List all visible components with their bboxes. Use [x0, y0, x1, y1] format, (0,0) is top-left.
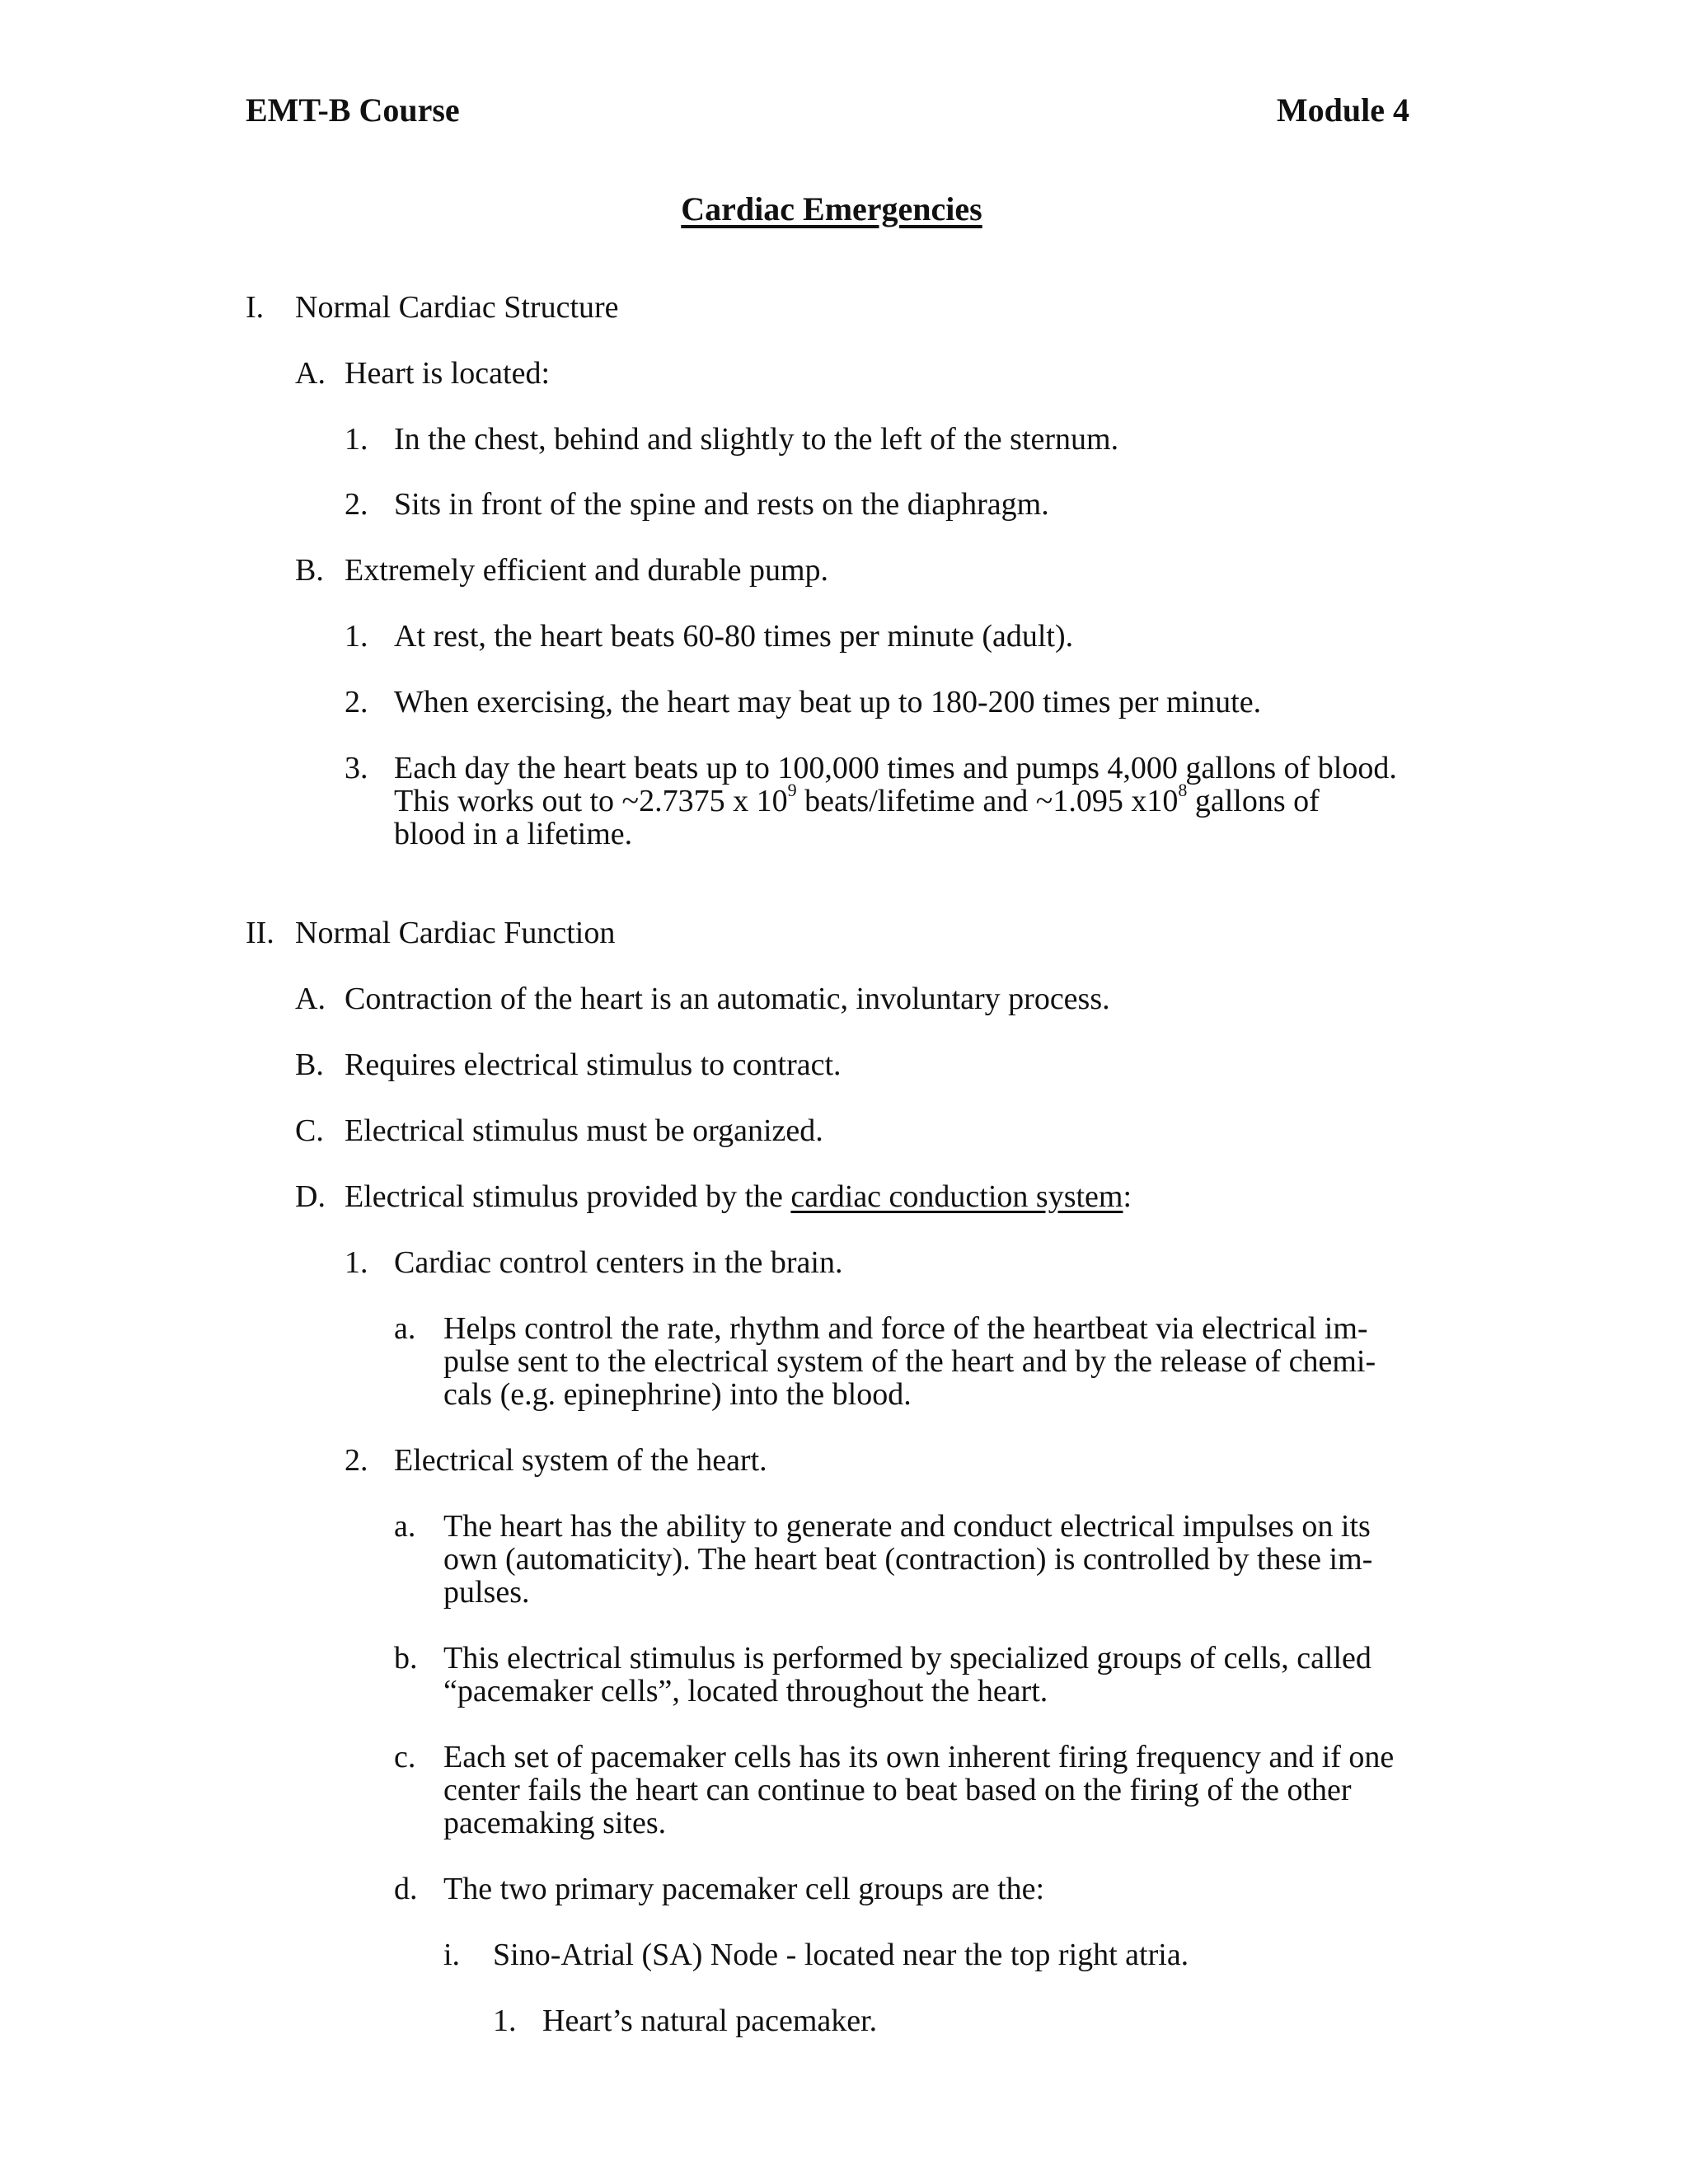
item-label: 2. [345, 487, 368, 522]
outline-item: The two primary pacemaker cell groups are the: [443, 1872, 1045, 1906]
exponent: 9 [787, 780, 797, 801]
item-label: a. [394, 1509, 416, 1544]
item-label: B. [295, 1047, 324, 1082]
outline-item: When exercising, the heart may beat up to 180-200 times per minute. [394, 685, 1262, 719]
item-label: B. [295, 553, 324, 588]
outline-item: Contraction of the heart is an automatic, involuntary process. [345, 982, 1110, 1016]
outline-item: Cardiac control centers in the brain. [394, 1245, 843, 1280]
outline-item: Electrical stimulus provided by the cardiac conduction system: [345, 1179, 1132, 1214]
item-label: 3. [345, 751, 368, 785]
item-label: A. [295, 982, 326, 1016]
outline-item: Sino-Atrial (SA) Node - located near the top right atria. [493, 1938, 1189, 1972]
outline-item: Electrical system of the heart. [394, 1443, 767, 1478]
item-label: 1. [345, 422, 368, 457]
exponent: 8 [1178, 780, 1188, 801]
section-numeral: I. [246, 290, 265, 325]
section-heading: Normal Cardiac Function [295, 916, 616, 950]
module-header: Module 4 [1276, 91, 1409, 129]
item-label: A. [295, 356, 326, 391]
outline-item-continuation: own (automaticity). The heart beat (contraction) is controlled by these im- [443, 1542, 1373, 1577]
section-heading: Normal Cardiac Structure [295, 290, 619, 325]
outline-item: This electrical stimulus is performed by specialized groups of cells, called [443, 1641, 1372, 1675]
outline-item: At rest, the heart beats 60-80 times per minute (adult). [394, 619, 1074, 654]
outline-item: Heart’s natural pacemaker. [542, 2004, 878, 2038]
item-label: b. [394, 1641, 418, 1675]
outline-item-continuation: blood in a lifetime. [394, 817, 633, 851]
item-label: 2. [345, 1443, 368, 1478]
course-header: EMT-B Course [246, 91, 460, 129]
outline-item: Requires electrical stimulus to contract. [345, 1047, 842, 1082]
outline-item-continuation: pulses. [443, 1575, 530, 1610]
item-label: 1. [493, 2004, 517, 2038]
item-label: 1. [345, 1245, 368, 1280]
item-label: d. [394, 1872, 418, 1906]
outline-item: In the chest, behind and slightly to the left of the sternum. [394, 422, 1119, 457]
outline-item-continuation: pacemaking sites. [443, 1806, 667, 1840]
outline-item-continuation: center fails the heart can continue to beat based on the firing of the other [443, 1773, 1352, 1807]
outline-item: The heart has the ability to generate and conduct electrical impulses on its [443, 1509, 1371, 1544]
outline-item: Each set of pacemaker cells has its own inherent firing frequency and if one [443, 1740, 1395, 1774]
section-numeral: II. [246, 916, 274, 950]
item-label: D. [295, 1179, 326, 1214]
outline-item: Helps control the rate, rhythm and force of the heartbeat via electrical im- [443, 1311, 1368, 1346]
underlined-term: cardiac conduction system [790, 1179, 1123, 1214]
item-label: C. [295, 1113, 324, 1148]
item-label: c. [394, 1740, 416, 1774]
outline-item: Electrical stimulus must be organized. [345, 1113, 823, 1148]
item-label: 1. [345, 619, 368, 654]
outline-item-continuation: cals (e.g. epinephrine) into the blood. [443, 1377, 912, 1412]
outline-item: Extremely efficient and durable pump. [345, 553, 829, 588]
item-label: 2. [345, 685, 368, 719]
outline-item-continuation: This works out to ~2.7375 x $10^9$ beats/lifetime and ~1.095 $x10^8$ gallons of [394, 780, 1320, 818]
item-label: i. [443, 1938, 461, 1972]
page-title: Cardiac Emergencies [681, 190, 982, 227]
outline-item: Sits in front of the spine and rests on the diaphragm. [394, 487, 1049, 522]
outline-item-continuation: pulse sent to the electrical system of the heart and by the release of chemi- [443, 1344, 1376, 1379]
outline-item: Each day the heart beats up to 100,000 times and pumps 4,000 gallons of blood. [394, 751, 1397, 785]
outline-item-continuation: “pacemaker cells”, located throughout the heart. [443, 1674, 1048, 1708]
item-label: a. [394, 1311, 416, 1346]
outline-item: Heart is located: [345, 356, 551, 391]
